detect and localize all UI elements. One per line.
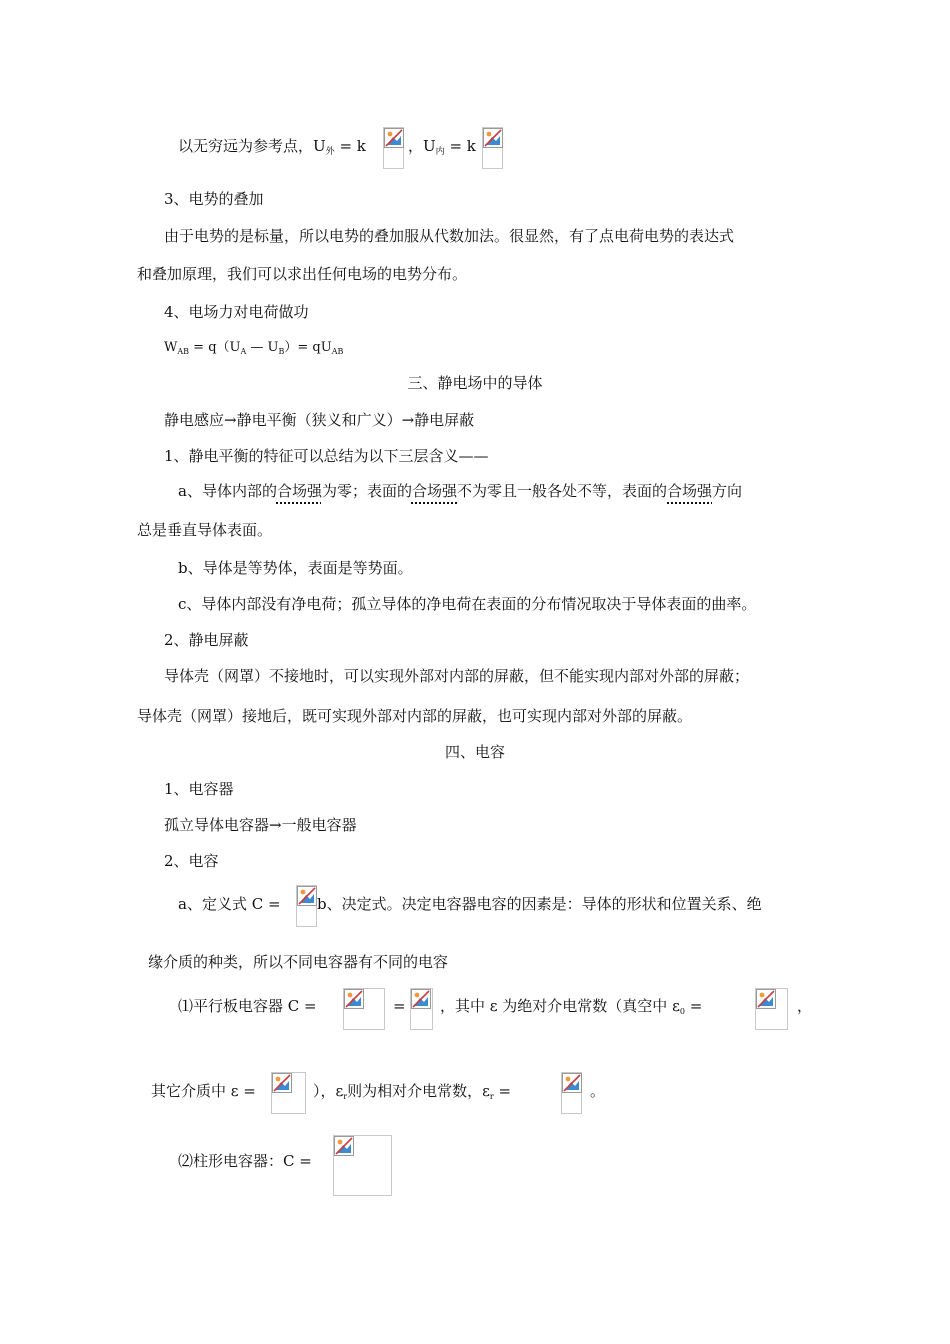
emphasis-text: 合场强 (411, 482, 457, 500)
concept-chain: 孤立导体电容器→一般电容器 (164, 816, 357, 834)
text-line-potential-formula (178, 136, 366, 162)
other-media-formula (151, 1081, 256, 1101)
equals (393, 996, 406, 1016)
formula-image-placeholder (271, 1072, 306, 1114)
text: = q（U (189, 340, 241, 355)
subscript: AB (331, 347, 344, 356)
formula-image-placeholder (410, 988, 433, 1030)
formula-image-placeholder (561, 1072, 582, 1114)
list-item-a (178, 481, 742, 501)
list-item: 2、电容 (164, 852, 219, 870)
cylinder-capacitor-formula (178, 1151, 312, 1171)
text: ⑴平行板电容器 C = (178, 997, 317, 1015)
paragraph-line: 缘介质的种类，所以不同电容器有不同的电容 (148, 953, 449, 971)
subscript: 内 (435, 147, 445, 157)
text: = (493, 1082, 512, 1100)
list-item-c: c、导体内部没有净电荷；孤立导体的净电荷在表面的分布情况取决于导体表面的曲率。 (178, 595, 757, 613)
subscript: B (278, 347, 285, 356)
emphasis-text: 合场强 (276, 482, 322, 500)
text: a、导体内部的 (178, 482, 277, 500)
paragraph-line: 导体壳（网罩）不接地时，可以实现外部对内部的屏蔽，但不能实现内部对外部的屏蔽； (164, 667, 750, 685)
emphasis-text: 合场强 (667, 482, 713, 500)
text: a、定义式 C = (178, 895, 281, 913)
text: 为零；表面的 (321, 482, 412, 500)
subscript: A (240, 347, 247, 356)
parallel-plate-formula (178, 996, 317, 1016)
paragraph-line: 导体壳（网罩）接地后，既可实现外部对内部的屏蔽，也可实现内部对外部的屏蔽。 (137, 707, 693, 725)
formula-image-placeholder (343, 988, 385, 1030)
text: ，U (408, 137, 436, 155)
formula-image-placeholder (755, 988, 788, 1030)
parallel-plate-text (440, 996, 702, 1022)
text: W (164, 340, 178, 355)
section-title-capacitance: 四、电容 (444, 743, 505, 761)
paragraph-line: 和叠加原理，我们可以求出任何电场的电势分布。 (137, 265, 468, 283)
text: 不为零且一般各处不等，表面的 (457, 482, 668, 500)
list-item: 1、静电平衡的特征可以总结为以下三层含义—— (164, 447, 489, 465)
text: 以无穷远为参考点，U (178, 137, 326, 155)
heading-work: 4、电场力对电荷做功 (164, 303, 309, 321)
period (590, 1081, 605, 1101)
paragraph-line: 由于电势的是标量，所以电势的叠加服从代数加法。很显然，有了点电荷电势的表达式 (164, 227, 735, 245)
concept-chain: 静电感应→静电平衡（狭义和广义）→静电屏蔽 (164, 411, 475, 429)
text: = k (444, 137, 476, 155)
list-item: 1、电容器 (164, 780, 234, 798)
text: = (393, 997, 406, 1015)
other-media-text (313, 1081, 511, 1107)
work-formula (164, 338, 343, 362)
section-title-conductor: 三、静电场中的导体 (407, 374, 543, 392)
text: b、决定式。决定电容器电容的因素是：导体的形状和位置关系、绝 (317, 895, 762, 913)
subscript: AB (177, 347, 190, 356)
heading-superposition: 3、电势的叠加 (164, 190, 264, 208)
comma (797, 996, 812, 1016)
text: 则为相对介电常数，ε (347, 1082, 490, 1100)
text: ）= qU (284, 340, 332, 355)
text: ⑵柱形电容器：C = (178, 1152, 312, 1170)
text: 方向 (712, 482, 743, 500)
text: = k (334, 137, 366, 155)
formula-image-placeholder (333, 1135, 392, 1196)
subscript: r (343, 1092, 348, 1101)
text: ），ε (313, 1082, 344, 1100)
list-item-b: b、导体是等势体，表面是等势面。 (178, 559, 413, 577)
paragraph-line: 总是垂直导体表面。 (137, 521, 273, 539)
formula-image-placeholder (296, 885, 317, 927)
formula-image-placeholder (482, 127, 503, 169)
text: 。 (590, 1082, 606, 1100)
text: ， (797, 997, 813, 1015)
formula-image-placeholder (383, 127, 404, 169)
subscript: 外 (325, 147, 335, 157)
text-line-potential-formula-2 (408, 136, 476, 162)
text: = (684, 997, 703, 1015)
text: 其它介质中 ε = (151, 1082, 256, 1100)
definition-text (317, 894, 762, 914)
subscript: r (489, 1092, 494, 1101)
subscript: 0 (679, 1007, 685, 1016)
definition-formula (178, 894, 281, 914)
text: — U (246, 340, 279, 355)
list-item: 2、静电屏蔽 (164, 631, 249, 649)
text: ，其中 ε 为绝对介电常数（真空中 ε (440, 997, 680, 1015)
